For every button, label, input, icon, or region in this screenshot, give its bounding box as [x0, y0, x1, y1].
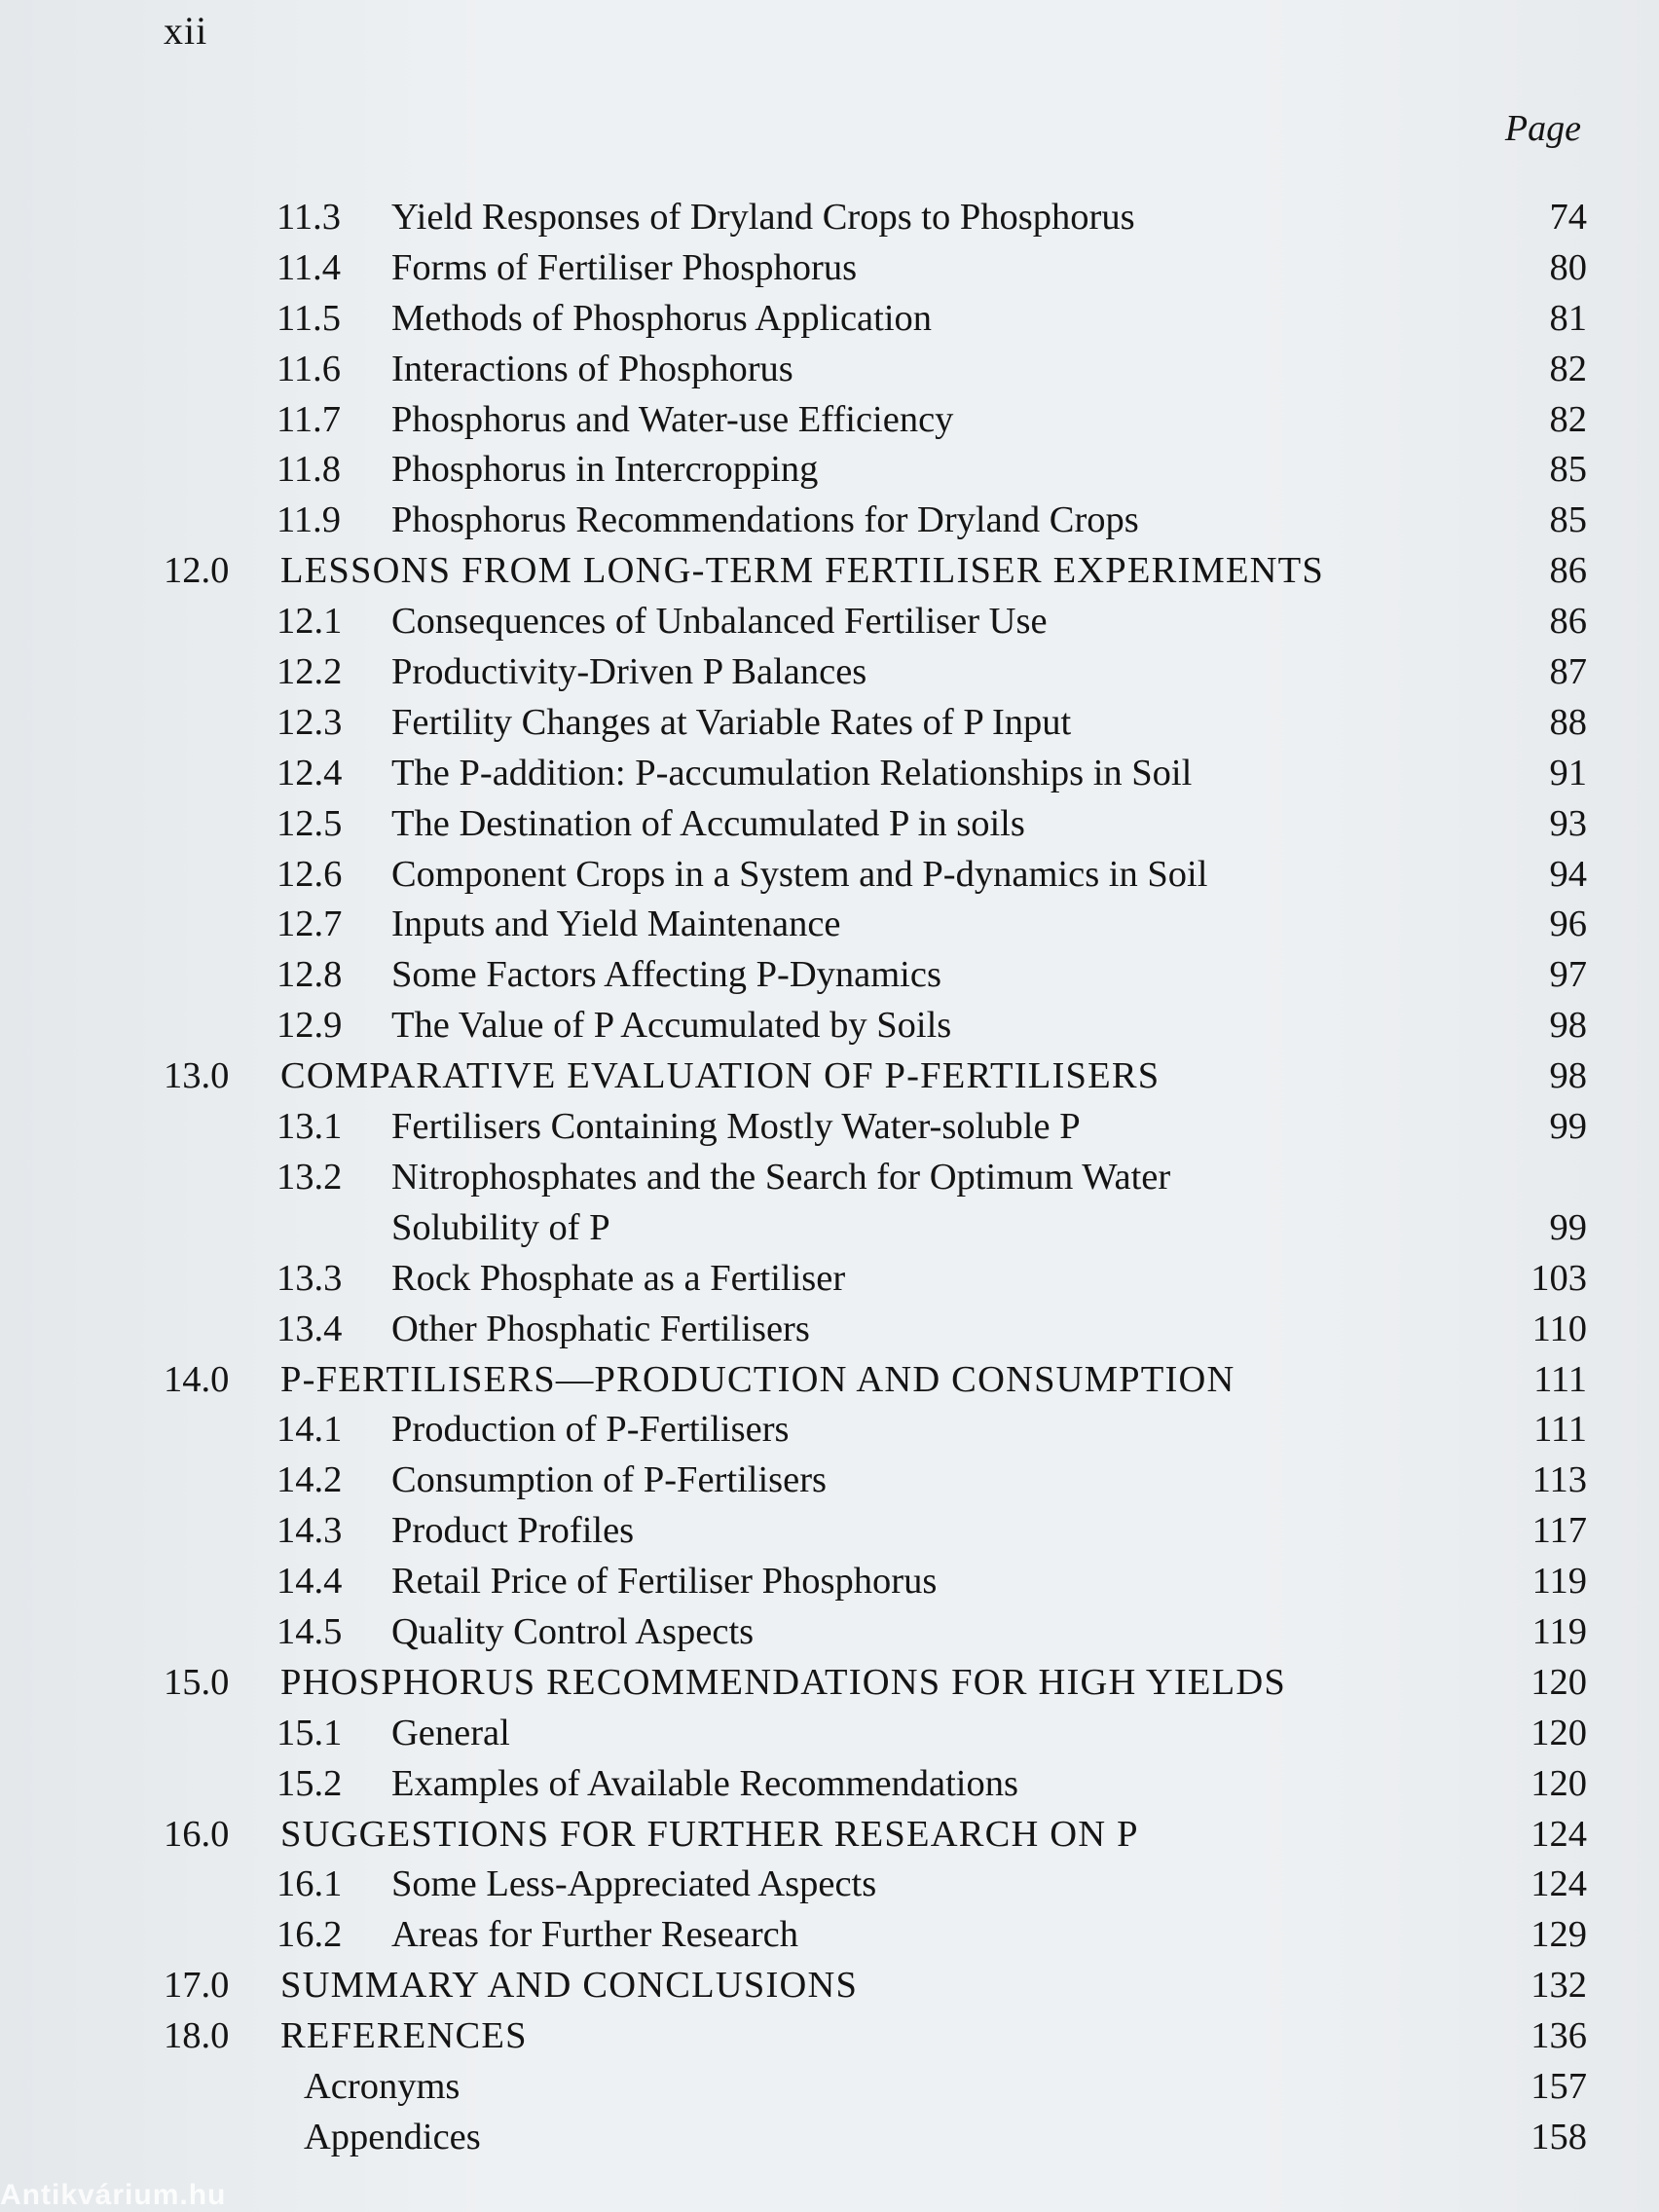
toc-section-number: 15.1	[276, 1712, 343, 1753]
toc-entry-row	[0, 1405, 1659, 1456]
toc-page-number: 82	[1549, 348, 1587, 389]
toc-section-title: Areas for Further Research	[391, 1914, 798, 1956]
toc-section-number: 16.2	[276, 1914, 343, 1956]
toc-page-number: 120	[1530, 1661, 1587, 1703]
page-column-heading: Page	[1504, 108, 1581, 149]
toc-section-number: 12.5	[276, 802, 343, 844]
toc-section-title: Product Profiles	[391, 1510, 635, 1552]
toc-section-title: Some Less-Appreciated Aspects	[391, 1863, 877, 1905]
toc-section-title: Component Crops in a System and P-dynamics in Soil	[391, 853, 1208, 895]
toc-page-number: 85	[1549, 449, 1587, 491]
toc-section-number: 13.1	[276, 1106, 343, 1148]
toc-section-title: PHOSPHORUS RECOMMENDATIONS FOR HIGH YIELDS	[280, 1661, 1286, 1703]
toc-page-number: 158	[1530, 2116, 1587, 2157]
table-of-contents	[0, 193, 1659, 2163]
toc-section-title: Nitrophosphates and the Search for Optimum Water	[391, 1156, 1171, 1198]
toc-entry-row	[0, 749, 1659, 799]
toc-page-number: 80	[1549, 246, 1587, 288]
toc-entry-row	[0, 1001, 1659, 1051]
toc-page-number: 111	[1533, 1358, 1587, 1400]
toc-entry-row	[0, 850, 1659, 901]
toc-chapter-row	[0, 1961, 1659, 2011]
toc-section-number: 14.4	[276, 1561, 343, 1603]
toc-chapter-row	[0, 2011, 1659, 2062]
toc-section-title: COMPARATIVE EVALUATION OF P-FERTILISERS	[280, 1055, 1161, 1097]
toc-page-number: 86	[1549, 601, 1587, 643]
toc-section-number: 12.3	[276, 701, 343, 743]
toc-section-number: 15.0	[164, 1661, 230, 1703]
toc-section-number: 14.1	[276, 1409, 343, 1451]
toc-chapter-row	[0, 546, 1659, 597]
toc-entry-row	[0, 2062, 1659, 2113]
toc-section-title: SUGGESTIONS FOR FURTHER RESEARCH ON P	[280, 1813, 1139, 1855]
toc-entry-row	[0, 243, 1659, 294]
toc-chapter-row	[0, 1810, 1659, 1861]
toc-entry-row	[0, 445, 1659, 496]
toc-section-number: 18.0	[164, 2015, 230, 2057]
toc-entry-row	[0, 1759, 1659, 1810]
toc-section-title: Rock Phosphate as a Fertiliser	[391, 1257, 846, 1299]
toc-page-number: 124	[1530, 1813, 1587, 1855]
toc-page-number: 119	[1531, 1561, 1587, 1603]
toc-chapter-row	[0, 1355, 1659, 1406]
toc-section-number: 11.5	[276, 297, 341, 339]
toc-page-number: 111	[1533, 1409, 1587, 1451]
toc-page-number: 99	[1549, 1106, 1587, 1148]
toc-section-number: 12.1	[276, 601, 343, 643]
toc-section-title: Interactions of Phosphorus	[391, 348, 793, 389]
watermark: Antikvárium.hu	[0, 2179, 227, 2211]
toc-section-number: 16.0	[164, 1813, 230, 1855]
toc-section-title: Consequences of Unbalanced Fertiliser Use	[391, 601, 1048, 643]
toc-section-number: 14.3	[276, 1510, 343, 1552]
toc-section-title: Quality Control Aspects	[391, 1610, 755, 1652]
toc-entry-row	[0, 1709, 1659, 1759]
toc-section-title: Fertility Changes at Variable Rates of P Input	[391, 701, 1072, 743]
toc-section-title: Forms of Fertiliser Phosphorus	[391, 246, 858, 288]
toc-entry-row	[0, 1254, 1659, 1305]
toc-entry-row	[0, 647, 1659, 698]
toc-page-number: 117	[1531, 1510, 1587, 1552]
toc-page-number: 93	[1549, 802, 1587, 844]
toc-page-number: 86	[1549, 550, 1587, 592]
toc-entry-row	[0, 395, 1659, 446]
toc-section-title: P-FERTILISERS—PRODUCTION AND CONSUMPTION	[280, 1358, 1235, 1400]
toc-entry-row	[0, 496, 1659, 546]
toc-section-title: Inputs and Yield Maintenance	[391, 903, 841, 945]
toc-page-number: 110	[1531, 1308, 1587, 1349]
toc-section-title: Productivity-Driven P Balances	[391, 651, 867, 693]
toc-page-number: 124	[1530, 1863, 1587, 1905]
toc-section-number: 11.7	[276, 398, 341, 440]
toc-page-number: 113	[1531, 1459, 1587, 1501]
toc-section-number: 12.6	[276, 853, 343, 895]
toc-section-title: The P-addition: P-accumulation Relationships in Soil	[391, 752, 1193, 793]
toc-page-number: 81	[1549, 297, 1587, 339]
toc-section-title: Appendices	[304, 2116, 481, 2157]
toc-entry-row	[0, 2113, 1659, 2163]
toc-section-number: 12.7	[276, 903, 343, 945]
toc-section-number: 11.3	[276, 197, 341, 238]
toc-page-number: 120	[1530, 1712, 1587, 1753]
toc-section-number: 11.6	[276, 348, 341, 389]
toc-page-number: 120	[1530, 1762, 1587, 1804]
toc-entry-row	[0, 698, 1659, 749]
toc-section-title: Retail Price of Fertiliser Phosphorus	[391, 1561, 938, 1603]
toc-page-number: 98	[1549, 1055, 1587, 1097]
toc-entry-row	[0, 1607, 1659, 1658]
toc-section-title: Yield Responses of Dryland Crops to Phosphorus	[391, 197, 1135, 238]
toc-entry-row	[0, 950, 1659, 1001]
toc-section-number: 12.2	[276, 651, 343, 693]
toc-section-number: 13.2	[276, 1156, 343, 1198]
toc-section-number: 14.5	[276, 1610, 343, 1652]
toc-page-number: 91	[1549, 752, 1587, 793]
toc-page-number: 132	[1530, 1965, 1587, 2007]
toc-chapter-row	[0, 1658, 1659, 1709]
toc-section-title: Phosphorus and Water-use Efficiency	[391, 398, 954, 440]
toc-page-number: 82	[1549, 398, 1587, 440]
toc-page-number: 99	[1549, 1206, 1587, 1248]
toc-section-title: REFERENCES	[280, 2015, 528, 2057]
toc-section-title: General	[391, 1712, 510, 1753]
toc-section-title: LESSONS FROM LONG-TERM FERTILISER EXPERIMENTS	[280, 550, 1325, 592]
toc-entry-row	[0, 1910, 1659, 1961]
toc-section-title: Phosphorus in Intercropping	[391, 449, 819, 491]
toc-section-number: 12.9	[276, 1005, 343, 1047]
toc-entry-row	[0, 900, 1659, 950]
toc-page-number: 129	[1530, 1914, 1587, 1956]
toc-section-number: 15.2	[276, 1762, 343, 1804]
toc-section-title: Acronyms	[304, 2065, 461, 2107]
toc-entry-row	[0, 1305, 1659, 1355]
toc-page-number: 87	[1549, 651, 1587, 693]
toc-section-number: 16.1	[276, 1863, 343, 1905]
toc-section-title: Methods of Phosphorus Application	[391, 297, 933, 339]
toc-section-title: The Value of P Accumulated by Soils	[391, 1005, 952, 1047]
toc-section-title: Production of P-Fertilisers	[391, 1409, 790, 1451]
toc-entry-row	[0, 345, 1659, 395]
toc-entry-row	[0, 1102, 1659, 1153]
toc-page-number: 157	[1530, 2065, 1587, 2107]
toc-entry-row	[0, 597, 1659, 647]
toc-page-number: 119	[1531, 1610, 1587, 1652]
toc-section-number: 14.2	[276, 1459, 343, 1501]
toc-section-title-continued: Solubility of P	[391, 1206, 610, 1248]
toc-page-number: 85	[1549, 499, 1587, 541]
toc-page-number: 96	[1549, 903, 1587, 945]
page-folio: xii	[164, 9, 208, 53]
toc-section-title: Consumption of P-Fertilisers	[391, 1459, 828, 1501]
toc-page-number: 74	[1549, 197, 1587, 238]
toc-entry-row	[0, 1557, 1659, 1607]
toc-entry-row	[0, 799, 1659, 850]
toc-section-number: 12.0	[164, 550, 230, 592]
toc-page-number: 98	[1549, 1005, 1587, 1047]
toc-section-title: Phosphorus Recommendations for Dryland Crops	[391, 499, 1139, 541]
toc-section-number: 13.3	[276, 1257, 343, 1299]
toc-section-title: Some Factors Affecting P-Dynamics	[391, 954, 941, 996]
toc-section-title: Examples of Available Recommendations	[391, 1762, 1018, 1804]
toc-page-number: 94	[1549, 853, 1587, 895]
toc-page-number: 103	[1530, 1257, 1587, 1299]
toc-entry-row	[0, 294, 1659, 345]
toc-page-number: 97	[1549, 954, 1587, 996]
toc-section-number: 11.8	[276, 449, 341, 491]
toc-section-number: 12.4	[276, 752, 343, 793]
toc-entry-row	[0, 1456, 1659, 1506]
toc-page-number: 88	[1549, 701, 1587, 743]
toc-section-title: SUMMARY AND CONCLUSIONS	[280, 1965, 859, 2007]
toc-entry-row	[0, 1860, 1659, 1910]
toc-chapter-row	[0, 1051, 1659, 1102]
toc-section-title: Other Phosphatic Fertilisers	[391, 1308, 810, 1349]
toc-section-number: 13.0	[164, 1055, 230, 1097]
toc-page-number: 136	[1530, 2015, 1587, 2057]
toc-section-number: 11.9	[276, 499, 341, 541]
toc-section-number: 12.8	[276, 954, 343, 996]
toc-section-title: Fertilisers Containing Mostly Water-soluble P	[391, 1106, 1081, 1148]
toc-section-number: 11.4	[276, 246, 341, 288]
toc-section-number: 17.0	[164, 1965, 230, 2007]
toc-entry-row	[0, 1153, 1659, 1254]
toc-section-title: The Destination of Accumulated P in soils	[391, 802, 1025, 844]
toc-section-number: 14.0	[164, 1358, 230, 1400]
toc-entry-row	[0, 193, 1659, 243]
toc-section-number: 13.4	[276, 1308, 343, 1349]
toc-entry-row	[0, 1506, 1659, 1557]
